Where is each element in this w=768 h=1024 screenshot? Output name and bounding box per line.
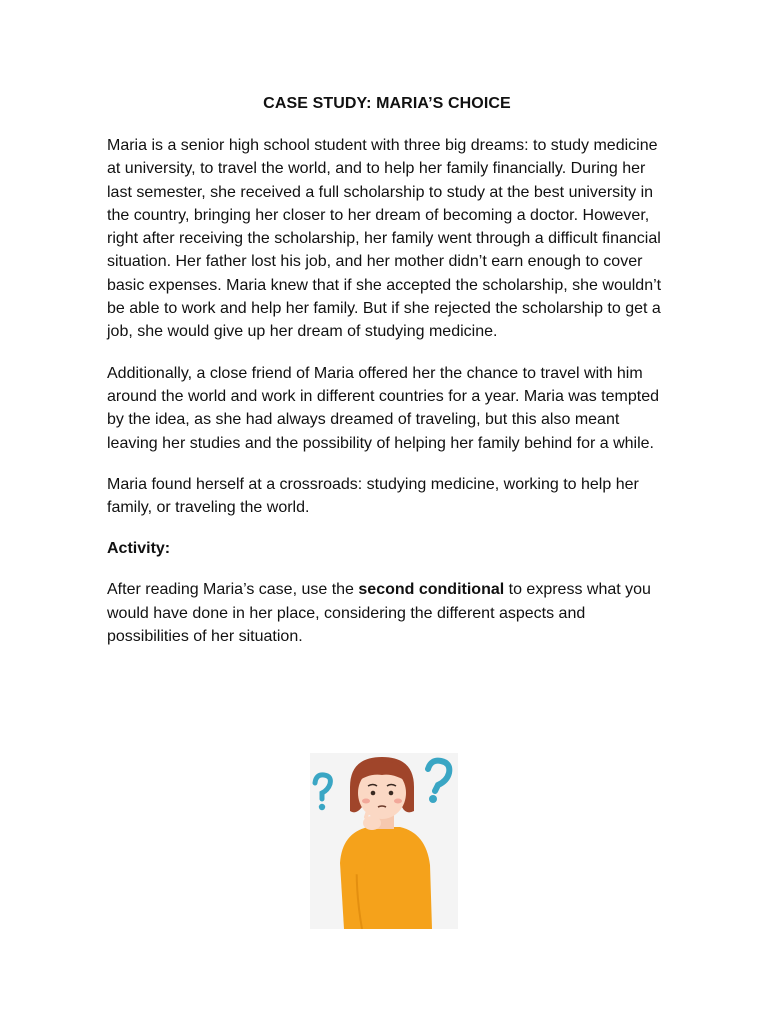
activity-text-bold: second conditional xyxy=(358,581,505,599)
paragraph-intro: Maria is a senior high school student with three big dreams: to study medicine at university, to travel the world, and to help her family financially. During her last semester, she received a full scholarship to study at the best university in the country, bringing her closer to her dream of becoming a doctor. However, right after receiving the scholarship, her family went through a difficult financial situation. Her father lost his job, and her mother didn’t earn enough to cover basic expenses. Maria knew that if she accepted the scholarship, she wouldn’t be able to work and help her family. But if she rejected the scholarship to get a job, she would give up her dream of studying medicine. xyxy=(107,137,662,341)
activity-text-after: to express what you would have done in her place, considering the different aspects and possibilities of her situation. xyxy=(107,581,651,646)
paragraph-crossroads: Maria found herself at a crossroads: studying medicine, working to help her family, or traveling the world. xyxy=(107,475,639,517)
confused-girl-illustration xyxy=(310,753,458,929)
document-title: CASE STUDY: MARIA’S CHOICE xyxy=(263,95,511,112)
question-mark-left-dot xyxy=(319,804,325,810)
confused-girl-icon xyxy=(310,753,458,929)
activity-instructions xyxy=(107,578,667,648)
document-page xyxy=(107,92,667,666)
question-mark-right-dot xyxy=(429,795,437,803)
activity-text-before: After reading Maria’s case, use the xyxy=(107,581,359,599)
paragraph-travel: Additionally, a close friend of Maria offered her the chance to travel with him around the world and work in different countries for a year. Maria was tempted by the idea, as she had always dreamed of traveling, but this also meant leaving her studies and the possibility of helping her family behind for a while. xyxy=(107,364,659,452)
activity-heading: Activity: xyxy=(107,540,171,558)
question-mark-left-icon xyxy=(315,775,330,799)
question-mark-right-icon xyxy=(428,761,449,791)
